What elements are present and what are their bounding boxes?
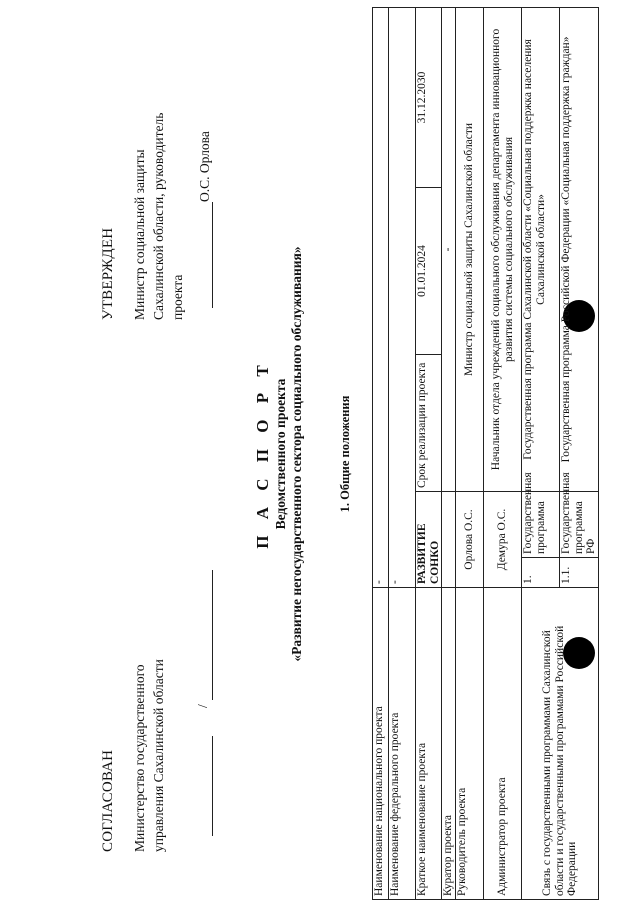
table-row-curator (442, 7, 456, 899)
title-passport: П А С П О Р Т (253, 359, 272, 549)
passport-table (372, 7, 599, 900)
approval-position (130, 113, 187, 320)
value-federal-project: - (389, 7, 416, 587)
section-title: 1. Общие положения (338, 395, 352, 513)
value-project-head-name: Орлова О.С. (456, 492, 484, 588)
label-curator: Куратор проекта (442, 588, 456, 900)
approval-line1: Министр социальной защиты (132, 149, 147, 320)
approval-signer-name: О.С. Орлова (197, 131, 212, 202)
value-national-project: - (373, 7, 389, 587)
value-short-name: РАЗВИТИЕ СОНКО (416, 492, 442, 588)
value-period-start: 01.01.2024 (416, 188, 442, 355)
table-row-federal-project (389, 7, 416, 899)
label-period: Срок реализации проекта (416, 355, 442, 492)
agreement-signature-line-2 (212, 570, 213, 700)
program-2-name: Государственная программа Российской Федерации «Социальная поддержка граждан» (560, 7, 599, 491)
approval-line3: проекта (170, 274, 185, 320)
value-administrator-position: Начальник отдела учреждений социального обслуживания департамента инновационного развития системы социального обслуживания (484, 7, 522, 491)
agreement-signature-slash: / (195, 704, 210, 708)
approval-signature-line (212, 202, 213, 308)
agreement-org (130, 659, 168, 852)
program-1-type: Государственная программа (522, 492, 560, 558)
table-row-programs-1 (522, 7, 560, 899)
table-row-project-head (456, 7, 484, 899)
value-curator: - (442, 7, 456, 491)
label-national-project: Наименование национального проекта (373, 588, 389, 900)
label-federal-project: Наименование федерального проекта (389, 588, 416, 900)
program-2-number: 1.1. (560, 558, 599, 588)
agreement-signature-line-1 (212, 736, 213, 836)
value-administrator-name: Демура О.С. (484, 492, 522, 588)
table-row-administrator (484, 7, 522, 899)
program-2-type: Государственная программа РФ (560, 492, 599, 558)
program-1-name: Государственная программа Сахалинской области «Социальная поддержка населения Сахалинской области» (522, 7, 560, 491)
label-short-name: Краткое наименование проекта (416, 588, 442, 900)
approval-line2: Сахалинской области, руководитель (151, 112, 166, 320)
title-project-name: «Развитие негосударственного сектора социального обслуживания» (289, 246, 304, 662)
label-administrator: Администратор проекта (484, 588, 522, 900)
agreement-org-line2: управления Сахалинской области (151, 659, 166, 852)
title-project-type: Ведомственного проекта (273, 378, 288, 530)
agreement-heading: СОГЛАСОВАН (100, 749, 116, 852)
agreement-org-line1: Министерство государственного (132, 664, 147, 852)
table-row-short-name (416, 7, 442, 899)
document-title (253, 244, 305, 664)
approval-heading: УТВЕРЖДЕН (100, 227, 116, 320)
table-row-national-project (373, 7, 389, 899)
value-project-head-position: Министр социальной защиты Сахалинской области (456, 7, 484, 491)
label-programs: Связь с государственными программами Сахалинской области и государственными программами Российской Федерации (522, 588, 599, 900)
program-1-number: 1. (522, 558, 560, 588)
value-period-end: 31.12.2030 (416, 7, 442, 187)
label-project-head: Руководитель проекта (456, 588, 484, 900)
